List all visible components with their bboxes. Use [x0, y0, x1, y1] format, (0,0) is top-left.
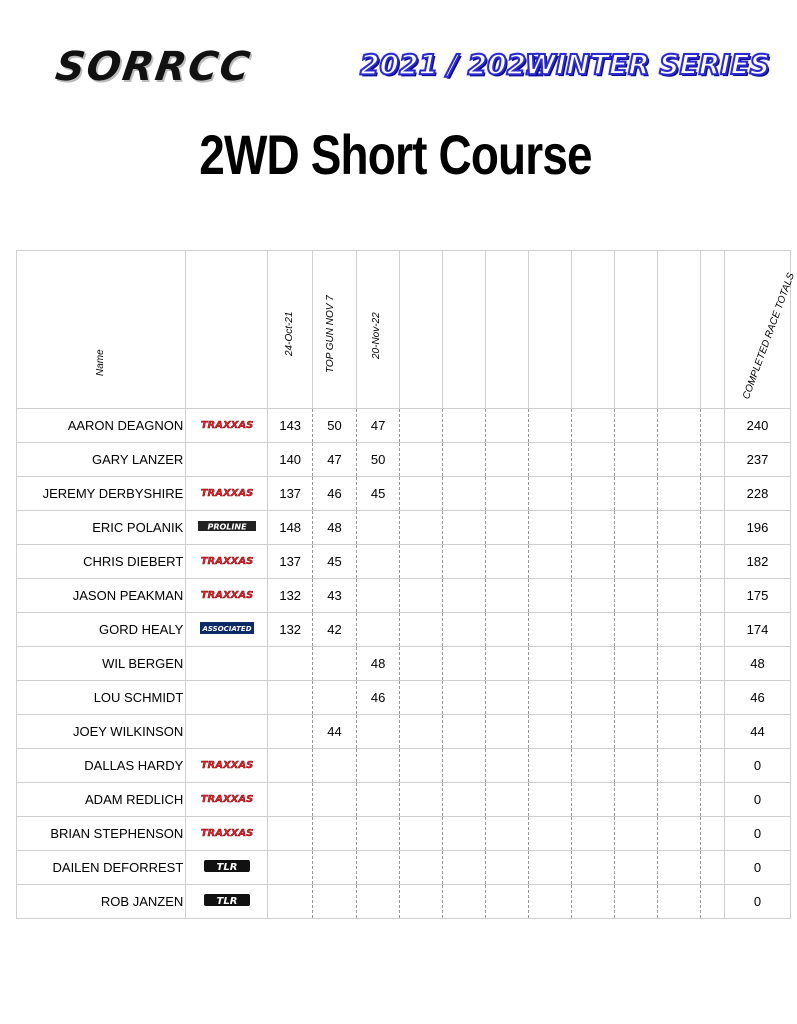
empty-score-cell [443, 613, 486, 647]
empty-score-cell [658, 749, 701, 783]
table-row [17, 545, 791, 579]
racer-name: JASON PEAKMAN [17, 579, 186, 613]
empty-score-cell [529, 443, 572, 477]
empty-score-cell [572, 443, 615, 477]
empty-score-cell [400, 647, 443, 681]
round-3-score: 46 [356, 681, 400, 715]
sponsor-logo [186, 817, 268, 851]
empty-score-cell [572, 885, 615, 919]
racer-name: JEREMY DERBYSHIRE [17, 477, 186, 511]
empty-score-cell [486, 749, 529, 783]
round-3-label: 20-Nov-22 [370, 312, 382, 359]
column-header-empty [572, 251, 615, 409]
empty-score-cell [486, 545, 529, 579]
empty-score-cell [615, 477, 658, 511]
racer-name: WIL BERGEN [17, 647, 186, 681]
empty-score-cell [443, 749, 486, 783]
empty-score-cell [443, 715, 486, 749]
sponsor-logo [186, 579, 268, 613]
sponsor-logo [186, 477, 268, 511]
table-row [17, 409, 791, 443]
empty-score-cell [701, 443, 725, 477]
column-header-empty [486, 251, 529, 409]
empty-score-cell [529, 783, 572, 817]
column-header-total [724, 251, 797, 409]
empty-score-cell [658, 511, 701, 545]
empty-score-cell [572, 647, 615, 681]
table-row [17, 443, 791, 477]
empty-score-cell [701, 613, 725, 647]
round-2-score: 43 [313, 579, 357, 613]
round-2-score: 47 [313, 443, 357, 477]
round-3-score [356, 885, 400, 919]
round-3-score [356, 579, 400, 613]
empty-score-cell [658, 613, 701, 647]
round-3-score [356, 783, 400, 817]
column-header-round-2 [313, 251, 357, 409]
table-row [17, 477, 791, 511]
empty-score-cell [658, 885, 701, 919]
empty-score-cell [572, 749, 615, 783]
round-1-score [268, 885, 313, 919]
column-header-empty [400, 251, 443, 409]
empty-score-cell [443, 647, 486, 681]
sorrcc-logo: SORRCC [52, 44, 255, 90]
column-header-empty [529, 251, 572, 409]
racer-name: JOEY WILKINSON [17, 715, 186, 749]
round-3-score: 45 [356, 477, 400, 511]
empty-score-cell [400, 443, 443, 477]
round-3-score [356, 851, 400, 885]
empty-score-cell [443, 817, 486, 851]
empty-score-cell [443, 511, 486, 545]
round-1-score: 137 [268, 545, 313, 579]
round-3-score: 48 [356, 647, 400, 681]
column-header-round-3 [356, 251, 400, 409]
empty-score-cell [529, 409, 572, 443]
empty-score-cell [615, 783, 658, 817]
table-row [17, 681, 791, 715]
empty-score-cell [486, 885, 529, 919]
column-header-empty [658, 251, 701, 409]
empty-score-cell [572, 715, 615, 749]
column-header-empty [615, 251, 658, 409]
empty-score-cell [443, 409, 486, 443]
empty-score-cell [529, 885, 572, 919]
name-header-label: Name [95, 349, 107, 376]
empty-score-cell [615, 545, 658, 579]
empty-score-cell [658, 443, 701, 477]
racer-name: CHRIS DIEBERT [17, 545, 186, 579]
column-header-empty [701, 251, 725, 409]
sponsor-logo [186, 545, 268, 579]
empty-score-cell [658, 409, 701, 443]
table-row [17, 647, 791, 681]
round-1-score [268, 749, 313, 783]
empty-score-cell [400, 749, 443, 783]
round-3-score [356, 511, 400, 545]
empty-score-cell [400, 579, 443, 613]
sponsor-logo [186, 783, 268, 817]
empty-score-cell [701, 817, 725, 851]
empty-score-cell [486, 851, 529, 885]
empty-score-cell [529, 477, 572, 511]
empty-score-cell [615, 715, 658, 749]
svg-text:TLR: TLR [216, 862, 238, 873]
empty-score-cell [486, 715, 529, 749]
race-total: 196 [724, 511, 790, 545]
empty-score-cell [615, 749, 658, 783]
column-header-name [17, 251, 186, 409]
empty-score-cell [572, 851, 615, 885]
empty-score-cell [443, 579, 486, 613]
empty-score-cell [443, 851, 486, 885]
table-row [17, 749, 791, 783]
racer-name: AARON DEAGNON [17, 409, 186, 443]
round-1-score [268, 681, 313, 715]
empty-score-cell [572, 545, 615, 579]
empty-score-cell [529, 715, 572, 749]
race-total: 182 [724, 545, 790, 579]
empty-score-cell [400, 511, 443, 545]
round-2-score: 50 [313, 409, 357, 443]
empty-score-cell [701, 409, 725, 443]
sponsor-logo [186, 851, 268, 885]
race-total: 48 [724, 647, 790, 681]
season-label: 2021 / 2022 [360, 48, 546, 81]
empty-score-cell [701, 511, 725, 545]
empty-score-cell [486, 783, 529, 817]
empty-score-cell [486, 647, 529, 681]
race-total: 240 [724, 409, 790, 443]
round-2-score: 45 [313, 545, 357, 579]
empty-score-cell [529, 681, 572, 715]
race-total: 0 [724, 749, 790, 783]
svg-text:TRAXXAS: TRAXXAS [200, 828, 254, 839]
table-row [17, 851, 791, 885]
empty-score-cell [400, 885, 443, 919]
round-1-score: 132 [268, 579, 313, 613]
empty-score-cell [615, 681, 658, 715]
empty-score-cell [400, 409, 443, 443]
empty-score-cell [443, 681, 486, 715]
sponsor-logo [186, 409, 268, 443]
table-row [17, 783, 791, 817]
empty-score-cell [400, 851, 443, 885]
round-1-score: 137 [268, 477, 313, 511]
empty-score-cell [615, 511, 658, 545]
sponsor-logo [186, 749, 268, 783]
empty-score-cell [701, 783, 725, 817]
racer-name: ADAM REDLICH [17, 783, 186, 817]
empty-score-cell [400, 681, 443, 715]
round-1-score [268, 715, 313, 749]
round-1-score [268, 851, 313, 885]
empty-score-cell [529, 545, 572, 579]
racer-name: LOU SCHMIDT [17, 681, 186, 715]
empty-score-cell [701, 851, 725, 885]
round-2-label: TOP GUN NOV 7 [325, 295, 337, 373]
empty-score-cell [572, 817, 615, 851]
empty-score-cell [615, 613, 658, 647]
round-2-score [313, 681, 357, 715]
empty-score-cell [400, 613, 443, 647]
table-row [17, 579, 791, 613]
table-row [17, 613, 791, 647]
empty-score-cell [572, 613, 615, 647]
race-total: 175 [724, 579, 790, 613]
column-header-round-1 [268, 251, 313, 409]
svg-text:ASSOCIATED: ASSOCIATED [202, 625, 252, 633]
empty-score-cell [400, 817, 443, 851]
column-header-empty [443, 251, 486, 409]
svg-text:PROLINE: PROLINE [207, 522, 247, 532]
table-row [17, 715, 791, 749]
race-total: 0 [724, 783, 790, 817]
empty-score-cell [529, 511, 572, 545]
round-3-score: 47 [356, 409, 400, 443]
round-1-score [268, 647, 313, 681]
race-total: 174 [724, 613, 790, 647]
standings-table [16, 250, 797, 919]
empty-score-cell [701, 647, 725, 681]
empty-score-cell [400, 545, 443, 579]
racer-name: DALLAS HARDY [17, 749, 186, 783]
round-1-label: 24-Oct-21 [284, 311, 296, 356]
empty-score-cell [529, 749, 572, 783]
empty-score-cell [615, 443, 658, 477]
empty-score-cell [615, 579, 658, 613]
empty-score-cell [529, 817, 572, 851]
round-2-score [313, 885, 357, 919]
round-3-score: 50 [356, 443, 400, 477]
race-total: 237 [724, 443, 790, 477]
empty-score-cell [572, 681, 615, 715]
table-row [17, 511, 791, 545]
table-row [17, 885, 791, 919]
empty-score-cell [529, 647, 572, 681]
race-total: 228 [724, 477, 790, 511]
empty-score-cell [443, 783, 486, 817]
empty-score-cell [658, 851, 701, 885]
round-1-score: 148 [268, 511, 313, 545]
empty-score-cell [615, 851, 658, 885]
empty-score-cell [658, 817, 701, 851]
empty-score-cell [572, 477, 615, 511]
round-2-score [313, 817, 357, 851]
total-header-label: COMPLETED RACE TOTALS [740, 271, 797, 401]
empty-score-cell [701, 681, 725, 715]
empty-score-cell [701, 477, 725, 511]
round-1-score [268, 817, 313, 851]
page-title: 2WD Short Course [199, 123, 592, 186]
empty-score-cell [658, 477, 701, 511]
round-2-score: 46 [313, 477, 357, 511]
empty-score-cell [615, 817, 658, 851]
empty-score-cell [701, 715, 725, 749]
sponsor-logo [186, 511, 268, 545]
empty-score-cell [486, 409, 529, 443]
empty-score-cell [615, 647, 658, 681]
empty-score-cell [658, 783, 701, 817]
round-3-score [356, 817, 400, 851]
sponsor-logo [186, 443, 268, 477]
round-2-score: 44 [313, 715, 357, 749]
empty-score-cell [443, 885, 486, 919]
race-total: 44 [724, 715, 790, 749]
racer-name: ERIC POLANIK [17, 511, 186, 545]
empty-score-cell [400, 783, 443, 817]
svg-text:TRAXXAS: TRAXXAS [200, 420, 254, 431]
empty-score-cell [486, 443, 529, 477]
round-2-score [313, 749, 357, 783]
empty-score-cell [615, 885, 658, 919]
empty-score-cell [572, 409, 615, 443]
column-header-sponsor [186, 251, 268, 409]
empty-score-cell [486, 477, 529, 511]
round-2-score [313, 783, 357, 817]
empty-score-cell [443, 545, 486, 579]
round-3-score [356, 715, 400, 749]
svg-text:TRAXXAS: TRAXXAS [200, 760, 254, 771]
table-row [17, 817, 791, 851]
sponsor-logo [186, 715, 268, 749]
sponsor-logo [186, 885, 268, 919]
race-total: 0 [724, 851, 790, 885]
empty-score-cell [529, 613, 572, 647]
round-1-score: 140 [268, 443, 313, 477]
svg-text:TRAXXAS: TRAXXAS [200, 488, 254, 499]
round-2-score: 48 [313, 511, 357, 545]
round-1-score: 132 [268, 613, 313, 647]
racer-name: GARY LANZER [17, 443, 186, 477]
race-total: 0 [724, 885, 790, 919]
empty-score-cell [658, 715, 701, 749]
empty-score-cell [658, 545, 701, 579]
series-label: WINTER SERIES [525, 48, 770, 81]
round-2-score [313, 851, 357, 885]
round-1-score [268, 783, 313, 817]
round-3-score [356, 545, 400, 579]
empty-score-cell [701, 749, 725, 783]
racer-name: DAILEN DEFORREST [17, 851, 186, 885]
empty-score-cell [443, 477, 486, 511]
sponsor-logo [186, 647, 268, 681]
empty-score-cell [400, 715, 443, 749]
sponsor-logo [186, 613, 268, 647]
round-3-score [356, 749, 400, 783]
empty-score-cell [658, 681, 701, 715]
empty-score-cell [486, 681, 529, 715]
empty-score-cell [529, 851, 572, 885]
empty-score-cell [701, 545, 725, 579]
round-1-score: 143 [268, 409, 313, 443]
race-total: 46 [724, 681, 790, 715]
empty-score-cell [572, 511, 615, 545]
racer-name: BRIAN STEPHENSON [17, 817, 186, 851]
empty-score-cell [486, 817, 529, 851]
svg-text:TRAXXAS: TRAXXAS [200, 794, 254, 805]
svg-text:TRAXXAS: TRAXXAS [200, 590, 254, 601]
empty-score-cell [572, 783, 615, 817]
empty-score-cell [658, 579, 701, 613]
svg-text:TLR: TLR [216, 896, 238, 907]
round-2-score: 42 [313, 613, 357, 647]
round-2-score [313, 647, 357, 681]
racer-name: GORD HEALY [17, 613, 186, 647]
empty-score-cell [486, 613, 529, 647]
sponsor-logo [186, 681, 268, 715]
race-total: 0 [724, 817, 790, 851]
empty-score-cell [701, 885, 725, 919]
round-3-score [356, 613, 400, 647]
empty-score-cell [572, 579, 615, 613]
empty-score-cell [701, 579, 725, 613]
empty-score-cell [529, 579, 572, 613]
empty-score-cell [615, 409, 658, 443]
svg-text:TRAXXAS: TRAXXAS [200, 556, 254, 567]
header-row [17, 251, 791, 409]
empty-score-cell [658, 647, 701, 681]
header-banner [0, 38, 791, 98]
racer-name: ROB JANZEN [17, 885, 186, 919]
empty-score-cell [400, 477, 443, 511]
empty-score-cell [486, 511, 529, 545]
empty-score-cell [486, 579, 529, 613]
empty-score-cell [443, 443, 486, 477]
